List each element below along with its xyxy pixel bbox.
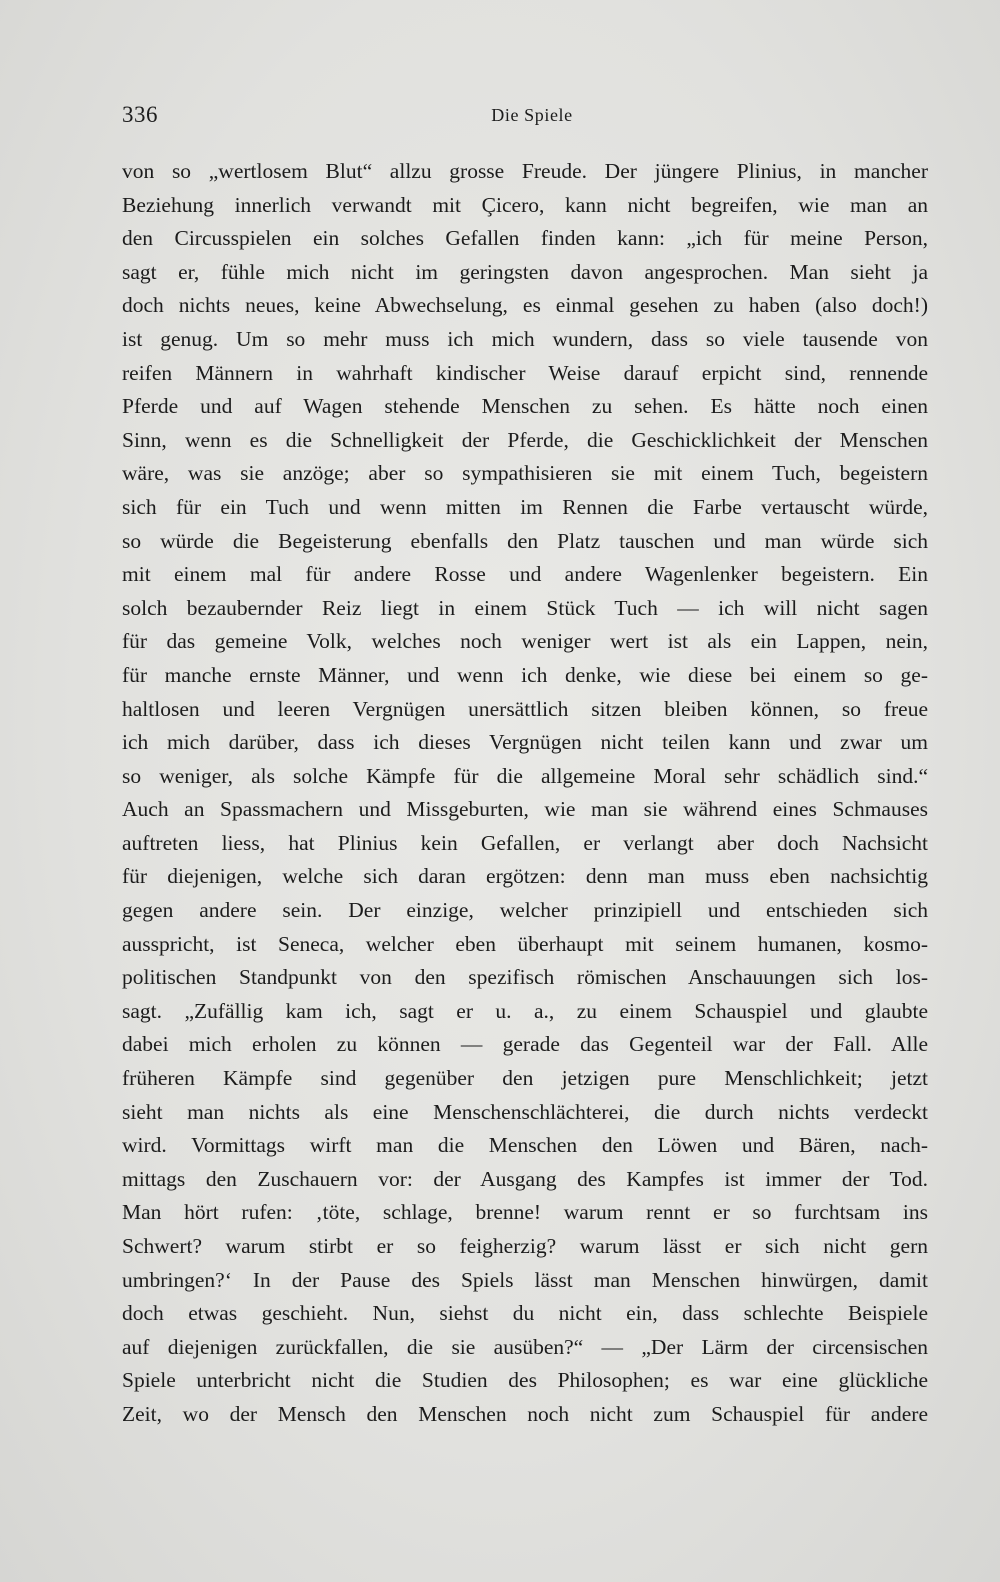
text-line: mittags den Zuschauern vor: der Ausgang des Kampfes ist immer der Tod. xyxy=(122,1166,928,1191)
text-line: für diejenigen, welche sich daran ergötzen: denn man muss eben nachsichtig xyxy=(122,864,928,889)
text-line: sagt er, fühle mich nicht im geringsten davon angesprochen. Man sieht ja xyxy=(122,259,928,284)
text-line: auftreten liess, hat Plinius kein Gefallen, er verlangt aber doch Nachsicht xyxy=(122,830,928,855)
text-line: für das gemeine Volk, welches noch weniger wert ist als ein Lappen, nein, xyxy=(122,629,928,654)
text-line: Sinn, wenn es die Schnelligkeit der Pferde, die Geschicklichkeit der Menschen xyxy=(122,427,928,452)
text-line: von so „wertlosem Blut“ allzu grosse Freude. Der jüngere Plinius, in mancher xyxy=(122,159,928,183)
text-line: solch bezaubernder Reiz liegt in einem Stück Tuch — ich will nicht sagen xyxy=(122,595,928,620)
text-line: ich mich darüber, dass ich dieses Vergnügen nicht teilen kann und zwar um xyxy=(122,730,928,755)
text-line: auf diejenigen zurückfallen, die sie ausüben?“ — „Der Lärm der circensischen xyxy=(122,1334,928,1359)
text-line: Schwert? warum stirbt er so feigherzig? warum lässt er sich nicht gern xyxy=(122,1234,928,1258)
text-line: Man hört rufen: ‚töte, schlage, brenne! warum rennt er so furchtsam ins xyxy=(122,1200,928,1225)
text-line: politischen Standpunkt von den spezifisch römischen Anschauungen sich los- xyxy=(122,965,928,990)
text-line: Beziehung innerlich verwandt mit Çicero, kann nicht begreifen, wie man an xyxy=(122,192,928,217)
text-line: gegen andere sein. Der einzige, welcher prinzipiell und entschieden sich xyxy=(122,898,928,923)
page-number: 336 xyxy=(122,102,158,127)
text-line: so würde die Begeisterung ebenfalls den Platz tauschen und man würde sich xyxy=(122,528,928,553)
body-text xyxy=(122,155,928,1432)
text-line: haltlosen und leeren Vergnügen unersättlich sitzen bleiben können, so freue xyxy=(122,696,928,721)
text-line: den Circusspielen ein solches Gefallen finden kann: „ich für meine Person, xyxy=(122,226,928,251)
text-line: umbringen?‘ In der Pause des Spiels lässt man Menschen hinwürgen, damit xyxy=(122,1267,928,1292)
text-line: mit einem mal für andere Rosse und andere Wagenlenker begeistern. Ein xyxy=(122,562,928,587)
text-line: für manche ernste Männer, und wenn ich denke, wie diese bei einem so ge- xyxy=(122,662,928,687)
text-line: sich für ein Tuch und wenn mitten im Rennen die Farbe vertauscht würde, xyxy=(122,494,928,519)
text-line: Zeit, wo der Mensch den Menschen noch nicht zum Schauspiel für andere xyxy=(122,1401,928,1426)
text-line: ausspricht, ist Seneca, welcher eben überhaupt mit seinem humanen, kosmo- xyxy=(122,931,928,956)
text-line: dabei mich erholen zu können — gerade das Gegenteil war der Fall. Alle xyxy=(122,1032,928,1057)
text-line: sagt. „Zufällig kam ich, sagt er u. a., zu einem Schauspiel und glaubte xyxy=(122,998,928,1023)
text-line: wird. Vormittags wirft man die Menschen den Löwen und Bären, nach- xyxy=(122,1133,928,1158)
text-line: Auch an Spassmachern und Missgeburten, wie man sie während eines Schmauses xyxy=(122,797,928,822)
text-line: wäre, was sie anzöge; aber so sympathisieren sie mit einem Tuch, begeistern xyxy=(122,461,928,486)
text-line: sieht man nichts als eine Menschenschlächterei, die durch nichts verdeckt xyxy=(122,1099,928,1124)
text-line: ist genug. Um so mehr muss ich mich wundern, dass so viele tausende von xyxy=(122,326,928,351)
running-head: Die Spiele xyxy=(491,105,573,125)
page-header xyxy=(122,102,928,132)
text-line: so weniger, als solche Kämpfe für die allgemeine Moral sehr schädlich sind.“ xyxy=(122,763,928,788)
text-line: Pferde und auf Wagen stehende Menschen zu sehen. Es hätte noch einen xyxy=(122,394,928,419)
text-line: reifen Männern in wahrhaft kindischer Weise darauf erpicht sind, rennende xyxy=(122,360,928,385)
text-line: Spiele unterbricht nicht die Studien des Philosophen; es war eine glückliche xyxy=(122,1368,928,1393)
text-line: doch nichts neues, keine Abwechselung, es einmal gesehen zu haben (also doch!) xyxy=(122,293,928,318)
text-line: früheren Kämpfe sind gegenüber den jetzigen pure Menschlichkeit; jetzt xyxy=(122,1066,928,1091)
text-line: doch etwas geschieht. Nun, siehst du nicht ein, dass schlechte Beispiele xyxy=(122,1301,928,1326)
